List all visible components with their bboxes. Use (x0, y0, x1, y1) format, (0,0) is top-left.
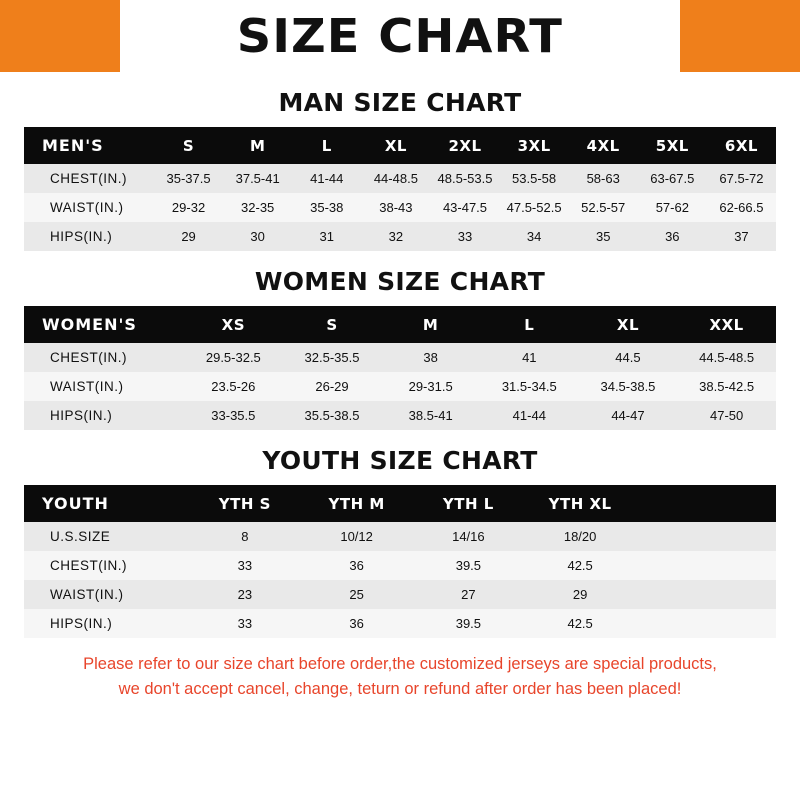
table-cell: 63-67.5 (638, 164, 707, 193)
table-cell: 29 (524, 580, 636, 609)
table-cell: 47-50 (677, 401, 776, 430)
man-row-label-hips: HIPS(IN.) (24, 222, 154, 251)
table-cell: 29 (154, 222, 223, 251)
section-title-youth: YOUTH SIZE CHART (262, 446, 538, 475)
table-cell: 62-66.5 (707, 193, 776, 222)
table-cell: 27 (413, 580, 525, 609)
table-cell: 57-62 (638, 193, 707, 222)
table-cell: 48.5-53.5 (430, 164, 499, 193)
man-col-5xl: 5XL (638, 127, 707, 164)
table-cell: 39.5 (413, 551, 525, 580)
table-cell: 38 (381, 343, 480, 372)
table-row (24, 193, 776, 222)
table-cell: 23 (189, 580, 301, 609)
table-cell: 37 (707, 222, 776, 251)
table-row (24, 343, 776, 372)
man-row-label-chest: CHEST(IN.) (24, 164, 154, 193)
section-title-women: WOMEN SIZE CHART (254, 267, 546, 296)
table-cell: 44-47 (579, 401, 678, 430)
table-cell: 36 (301, 609, 413, 638)
table-cell: 33 (189, 551, 301, 580)
table-header-row (24, 306, 776, 343)
table-cell: 37.5-41 (223, 164, 292, 193)
table-cell: 41-44 (480, 401, 579, 430)
footer-note-line-2: we don't accept cancel, change, teturn or refund after order has been placed! (118, 679, 682, 698)
table-row (24, 609, 776, 638)
man-col-s: S (154, 127, 223, 164)
man-col-xl: XL (361, 127, 430, 164)
table-cell: 52.5-57 (569, 193, 638, 222)
women-table-header (24, 306, 776, 343)
youth-col-m: YTH M (301, 485, 413, 522)
women-col-xxl: XXL (677, 306, 776, 343)
youth-row-label-hips: HIPS(IN.) (24, 609, 189, 638)
table-cell-spacer (636, 551, 776, 580)
women-size-table (24, 306, 776, 430)
table-cell: 35 (569, 222, 638, 251)
women-row-label-chest: CHEST(IN.) (24, 343, 184, 372)
table-cell: 42.5 (524, 551, 636, 580)
table-cell: 33 (430, 222, 499, 251)
section-youth (0, 446, 800, 638)
section-man (0, 88, 800, 251)
man-col-6xl: 6XL (707, 127, 776, 164)
table-row (24, 580, 776, 609)
table-row (24, 222, 776, 251)
table-cell: 41-44 (292, 164, 361, 193)
youth-size-table (24, 485, 776, 638)
youth-table-header (24, 485, 776, 522)
women-row-label-hips: HIPS(IN.) (24, 401, 184, 430)
table-cell: 44-48.5 (361, 164, 430, 193)
table-cell: 36 (301, 551, 413, 580)
man-col-4xl: 4XL (569, 127, 638, 164)
table-cell: 35.5-38.5 (283, 401, 382, 430)
table-cell: 31 (292, 222, 361, 251)
women-col-xl: XL (579, 306, 678, 343)
man-size-table (24, 127, 776, 251)
table-cell: 53.5-58 (500, 164, 569, 193)
man-row-label-waist: WAIST(IN.) (24, 193, 154, 222)
table-cell-spacer (636, 609, 776, 638)
page-title: SIZE CHART (236, 9, 564, 63)
man-table-body (24, 164, 776, 251)
table-cell: 31.5-34.5 (480, 372, 579, 401)
table-cell: 34 (500, 222, 569, 251)
table-cell: 35-38 (292, 193, 361, 222)
women-col-xs: XS (184, 306, 283, 343)
table-cell: 18/20 (524, 522, 636, 551)
youth-col-l: YTH L (413, 485, 525, 522)
table-cell: 38-43 (361, 193, 430, 222)
footer-note (0, 652, 800, 702)
table-header-row (24, 127, 776, 164)
women-col-s: S (283, 306, 382, 343)
man-col-m: M (223, 127, 292, 164)
youth-table-body (24, 522, 776, 638)
table-cell: 30 (223, 222, 292, 251)
table-cell-spacer (636, 522, 776, 551)
table-row (24, 164, 776, 193)
youth-col-s: YTH S (189, 485, 301, 522)
man-header-label: MEN'S (24, 127, 154, 164)
table-cell: 23.5-26 (184, 372, 283, 401)
footer-note-line-1: Please refer to our size chart before order,the customized jerseys are special products, (83, 655, 717, 673)
women-header-label: WOMEN'S (24, 306, 184, 343)
table-cell: 10/12 (301, 522, 413, 551)
table-header-row (24, 485, 776, 522)
youth-row-label-ussize: U.S.SIZE (24, 522, 189, 551)
table-row (24, 551, 776, 580)
man-col-3xl: 3XL (500, 127, 569, 164)
header-banner-inner (120, 0, 680, 72)
youth-row-label-waist: WAIST(IN.) (24, 580, 189, 609)
man-col-2xl: 2XL (430, 127, 499, 164)
youth-col-xl: YTH XL (524, 485, 636, 522)
table-cell: 8 (189, 522, 301, 551)
man-col-l: L (292, 127, 361, 164)
table-cell: 58-63 (569, 164, 638, 193)
table-cell: 38.5-41 (381, 401, 480, 430)
section-women (0, 267, 800, 430)
table-cell: 43-47.5 (430, 193, 499, 222)
table-cell: 38.5-42.5 (677, 372, 776, 401)
women-table-body (24, 343, 776, 430)
table-cell: 41 (480, 343, 579, 372)
table-cell: 33 (189, 609, 301, 638)
table-cell: 29.5-32.5 (184, 343, 283, 372)
table-cell: 29-32 (154, 193, 223, 222)
youth-col-spacer (636, 485, 776, 522)
women-col-l: L (480, 306, 579, 343)
youth-row-label-chest: CHEST(IN.) (24, 551, 189, 580)
table-cell: 42.5 (524, 609, 636, 638)
header-banner (0, 0, 800, 72)
table-cell: 32.5-35.5 (283, 343, 382, 372)
table-cell: 25 (301, 580, 413, 609)
table-cell: 67.5-72 (707, 164, 776, 193)
table-cell: 33-35.5 (184, 401, 283, 430)
table-cell: 32-35 (223, 193, 292, 222)
women-row-label-waist: WAIST(IN.) (24, 372, 184, 401)
table-cell: 47.5-52.5 (500, 193, 569, 222)
table-cell: 39.5 (413, 609, 525, 638)
man-table-header (24, 127, 776, 164)
table-cell: 26-29 (283, 372, 382, 401)
table-row (24, 522, 776, 551)
women-col-m: M (381, 306, 480, 343)
table-cell: 36 (638, 222, 707, 251)
section-title-man: MAN SIZE CHART (278, 88, 522, 117)
table-cell: 35-37.5 (154, 164, 223, 193)
youth-header-label: YOUTH (24, 485, 189, 522)
table-cell: 44.5 (579, 343, 678, 372)
table-cell: 44.5-48.5 (677, 343, 776, 372)
table-row (24, 372, 776, 401)
table-cell-spacer (636, 580, 776, 609)
table-cell: 34.5-38.5 (579, 372, 678, 401)
table-cell: 29-31.5 (381, 372, 480, 401)
table-cell: 32 (361, 222, 430, 251)
table-row (24, 401, 776, 430)
table-cell: 14/16 (413, 522, 525, 551)
